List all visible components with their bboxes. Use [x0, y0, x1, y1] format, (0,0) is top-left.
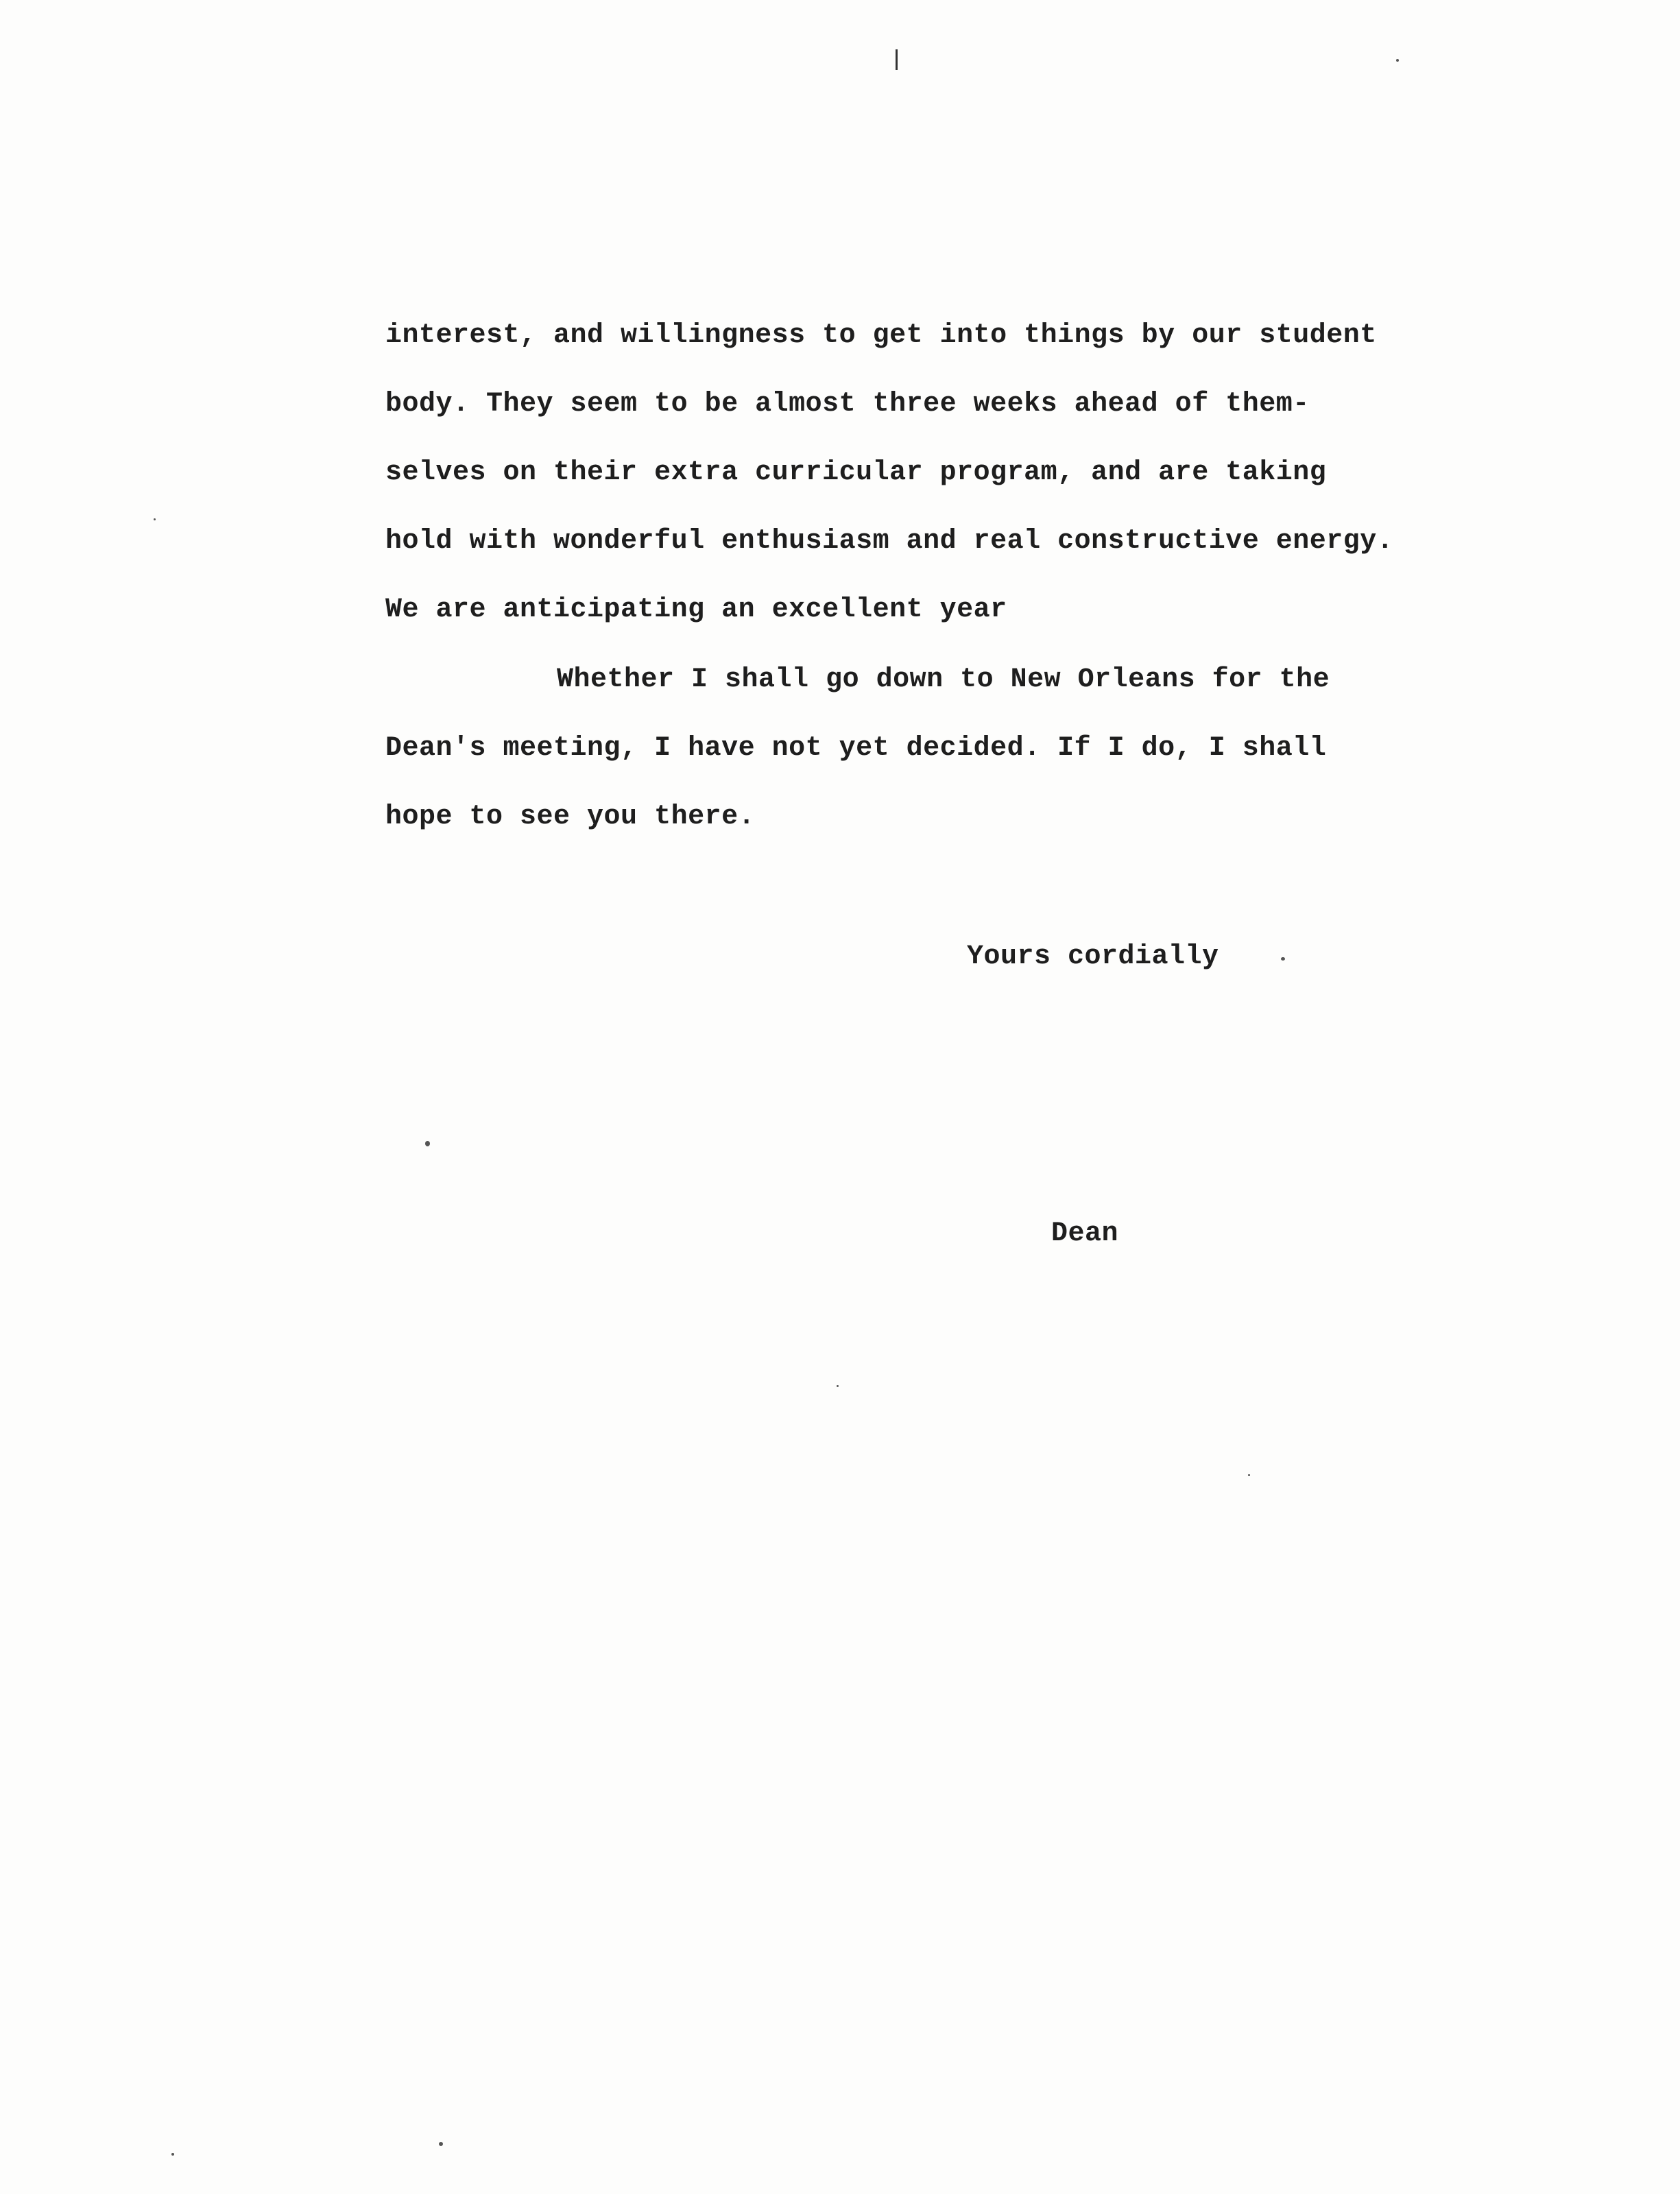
body-line-5: We are anticipating an excellent year: [385, 594, 1007, 625]
body-line-1: interest, and willingness to get into things by our student: [385, 320, 1377, 351]
scan-speck: [837, 1385, 839, 1387]
scan-speck: [154, 518, 156, 520]
scan-speck: [425, 1141, 430, 1146]
signature: Dean: [1051, 1218, 1119, 1249]
body-line-2: body. They seem to be almost three weeks ahead of them-: [385, 389, 1310, 420]
body-line-7: Dean's meeting, I have not yet decided. If I do, I shall: [385, 733, 1327, 764]
scan-speck: [1281, 957, 1285, 961]
body-line-3: selves on their extra curricular program, and are taking: [385, 457, 1327, 488]
scan-speck: [171, 2153, 174, 2156]
scan-speck: [1248, 1474, 1250, 1476]
body-line-4: hold with wonderful enthusiasm and real constructive energy.: [385, 526, 1394, 557]
scan-speck: [439, 2142, 443, 2146]
body-line-6: Whether I shall go down to New Orleans for the: [557, 664, 1330, 695]
page-edge-mark: [896, 49, 898, 70]
body-line-8: hope to see you there.: [385, 801, 756, 832]
scan-speck: [1396, 59, 1399, 62]
closing: Yours cordially: [967, 941, 1219, 972]
